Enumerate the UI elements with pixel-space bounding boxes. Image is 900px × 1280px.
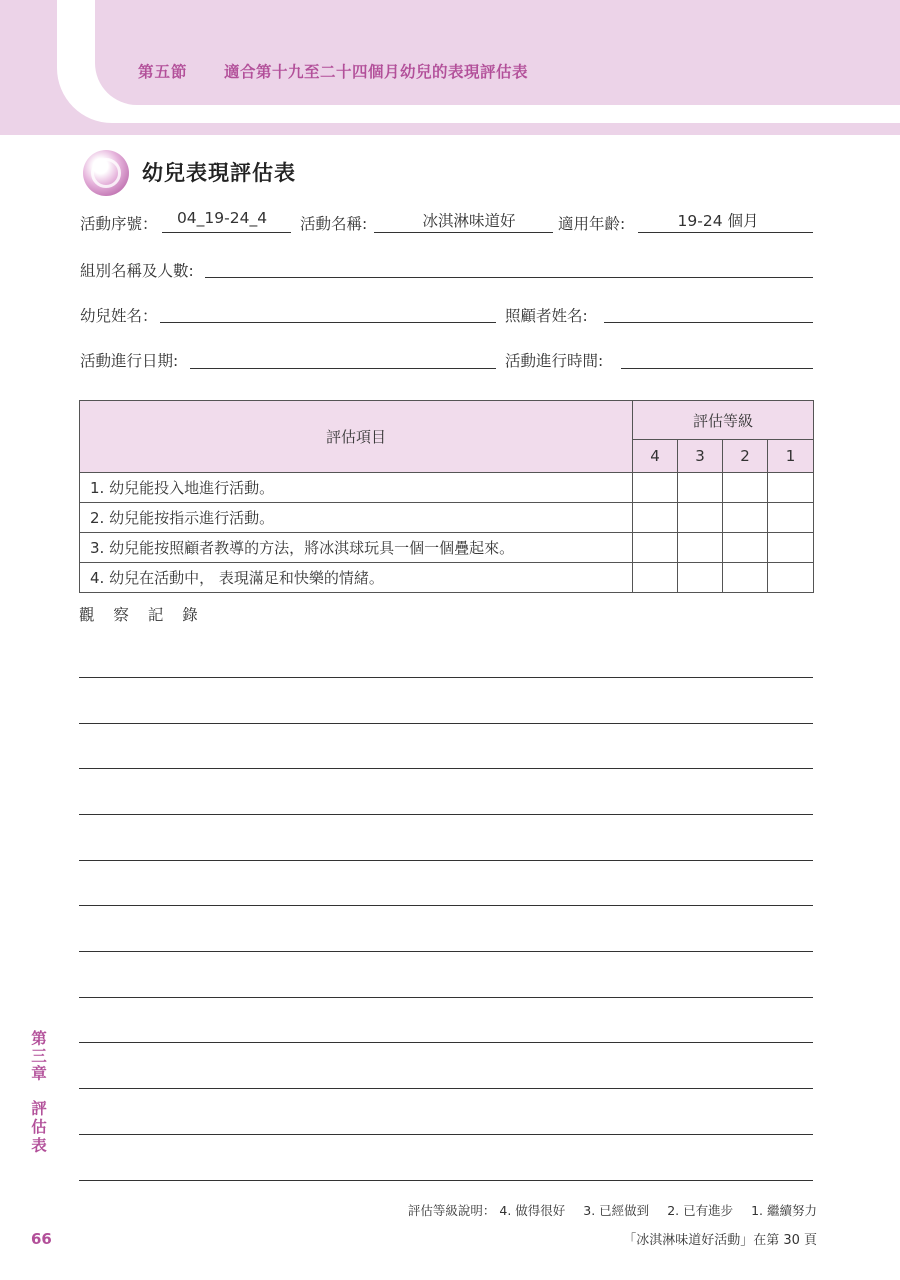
grade-4-header: 4: [633, 440, 678, 473]
legend-grade-2: 2. 已有進步: [667, 1203, 734, 1218]
caregiver-label: 照顧者姓名:: [505, 307, 588, 325]
age-field[interactable]: [638, 232, 813, 233]
header-inner: [95, 0, 900, 105]
activity-no-label: 活動序號：: [80, 215, 158, 233]
table-row: [80, 563, 814, 593]
observation-line[interactable]: [79, 951, 813, 952]
page-reference: 「冰淇淋味道好活動」在第 30 頁: [623, 1233, 817, 1248]
legend-grade-3: 3. 已經做到: [583, 1203, 650, 1218]
observation-label: 觀 察 記 錄: [79, 606, 205, 624]
page-number: 66: [31, 1230, 52, 1248]
observation-line[interactable]: [79, 768, 813, 769]
table-row: [80, 533, 814, 563]
item-header: 評估項目: [80, 401, 633, 473]
grade-cell[interactable]: [678, 473, 723, 503]
orb-icon: [83, 150, 129, 196]
item-1: 1. 幼兒能投入地進行活動。: [80, 473, 633, 503]
observation-line[interactable]: [79, 1134, 813, 1135]
observation-line[interactable]: [79, 1042, 813, 1043]
observation-line[interactable]: [79, 997, 813, 998]
evaluation-table: [79, 400, 814, 593]
group-label: 組別名稱及人數:: [80, 262, 194, 280]
activity-no-value: 04_19-24_4: [176, 209, 268, 227]
table-row: [80, 503, 814, 533]
group-field[interactable]: [205, 277, 813, 278]
header-section: 第五節: [138, 63, 188, 81]
date-label: 活動進行日期:: [80, 352, 179, 370]
caregiver-field[interactable]: [604, 322, 813, 323]
grade-cell[interactable]: [723, 533, 768, 563]
time-field[interactable]: [621, 368, 813, 369]
grade-cell[interactable]: [768, 473, 814, 503]
observation-line[interactable]: [79, 677, 813, 678]
observation-line[interactable]: [79, 1088, 813, 1089]
grade-cell[interactable]: [633, 503, 678, 533]
table-row: [80, 473, 814, 503]
grade-legend: [408, 1201, 817, 1219]
legend-grade-1: 1. 繼續努力: [751, 1203, 817, 1218]
child-name-label: 幼兒姓名：: [80, 307, 158, 325]
grade-cell[interactable]: [633, 563, 678, 593]
observation-line[interactable]: [79, 860, 813, 861]
grade-cell[interactable]: [633, 533, 678, 563]
grade-cell[interactable]: [633, 473, 678, 503]
legend-grade-4: 4. 做得很好: [499, 1203, 566, 1218]
grade-cell[interactable]: [678, 503, 723, 533]
grade-cell[interactable]: [723, 473, 768, 503]
grade-cell[interactable]: [768, 563, 814, 593]
legend-label: 評估等級說明：: [407, 1203, 496, 1218]
activity-name-value: 冰淇淋味道好: [422, 212, 516, 230]
side-chapter: 第三章: [29, 1030, 47, 1083]
item-4: 4. 幼兒在活動中， 表現滿足和快樂的情緒。: [80, 563, 633, 593]
header-title: 適合第十九至二十四個月幼兒的表現評估表: [224, 63, 529, 81]
grade-cell[interactable]: [723, 503, 768, 533]
grade-3-header: 3: [678, 440, 723, 473]
section-title: 幼兒表現評估表: [142, 161, 296, 185]
grade-cell[interactable]: [723, 563, 768, 593]
time-label: 活動進行時間:: [505, 352, 604, 370]
activity-name-field[interactable]: [374, 232, 553, 233]
grade-header: 評估等級: [633, 401, 814, 440]
observation-line[interactable]: [79, 905, 813, 906]
grade-1-header: 1: [768, 440, 814, 473]
item-2: 2. 幼兒能按指示進行活動。: [80, 503, 633, 533]
observation-line[interactable]: [79, 1180, 813, 1181]
date-field[interactable]: [190, 368, 496, 369]
grade-cell[interactable]: [678, 563, 723, 593]
age-value: 19-24 個月: [677, 212, 759, 230]
grade-cell[interactable]: [678, 533, 723, 563]
age-label: 適用年齡:: [558, 215, 626, 233]
child-name-field[interactable]: [160, 322, 496, 323]
grade-2-header: 2: [723, 440, 768, 473]
side-title: 評估表: [29, 1100, 47, 1156]
grade-cell[interactable]: [768, 503, 814, 533]
item-3: 3. 幼兒能按照顧者教導的方法，將冰淇球玩具一個一個疊起來。: [80, 533, 633, 563]
grade-cell[interactable]: [768, 533, 814, 563]
observation-line[interactable]: [79, 814, 813, 815]
activity-name-label: 活動名稱:: [300, 215, 368, 233]
observation-line[interactable]: [79, 723, 813, 724]
activity-no-field[interactable]: [162, 232, 291, 233]
